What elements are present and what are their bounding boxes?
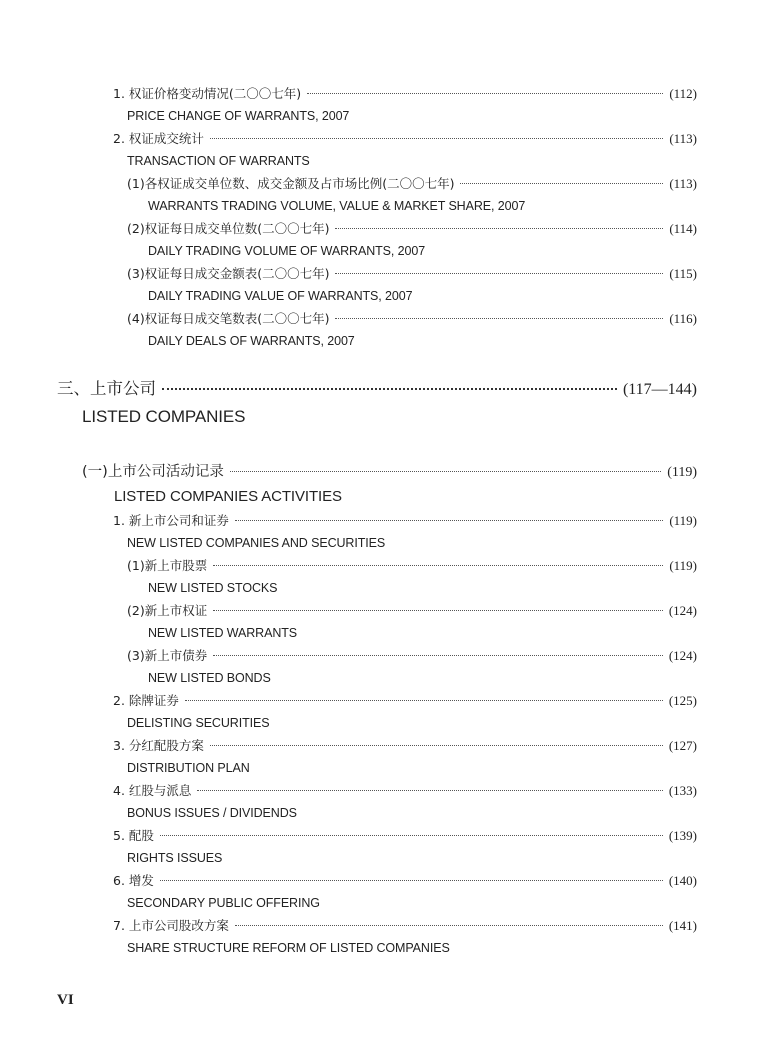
entry-title-cn: (1)各权证成交单位数、成交金额及占市场比例(二〇〇七年) [127, 176, 455, 191]
toc-entry[interactable] [127, 266, 697, 282]
dot-leader [213, 565, 663, 566]
entry-title-cn: (2)权证每日成交单位数(二〇〇七年) [127, 221, 330, 236]
entry-page: (139) [668, 828, 697, 843]
toc-entry[interactable] [127, 311, 697, 327]
entry-page: (115) [669, 266, 697, 281]
toc-entry[interactable] [127, 176, 697, 192]
dot-leader [235, 925, 663, 926]
entry-page: (113) [669, 131, 697, 146]
entry-title-cn: (4)权证每日成交笔数表(二〇〇七年) [127, 311, 330, 326]
entry-title-en: DAILY TRADING VOLUME OF WARRANTS, 2007 [148, 244, 426, 258]
entry-page: (141) [668, 918, 697, 933]
entry-title-cn: 7. 上市公司股改方案 [113, 918, 229, 933]
dot-leader [160, 880, 663, 881]
dot-leader [213, 655, 663, 656]
entry-title-en: LISTED COMPANIES ACTIVITIES [114, 488, 342, 505]
entry-title-en: RIGHTS ISSUES [127, 851, 223, 865]
entry-title-en: SHARE STRUCTURE REFORM OF LISTED COMPANIES [127, 941, 450, 955]
toc-entry[interactable] [127, 603, 697, 619]
dot-leader [335, 318, 663, 319]
toc-entry[interactable] [113, 131, 697, 147]
page-number: VI [57, 992, 74, 1008]
dot-leader [160, 835, 663, 836]
dot-leader [210, 745, 663, 746]
toc-entry[interactable] [113, 828, 697, 844]
dot-leader [307, 93, 663, 94]
toc-entry[interactable] [127, 648, 697, 664]
toc-entry[interactable] [113, 513, 697, 529]
entry-page: (124) [668, 603, 697, 618]
dot-leader [185, 700, 663, 701]
entry-page: (125) [668, 693, 697, 708]
entry-title-cn: 三、上市公司 [57, 379, 156, 398]
entry-page: (140) [668, 873, 697, 888]
dot-leader [460, 183, 663, 184]
entry-title-en: NEW LISTED STOCKS [148, 581, 278, 595]
entry-title-cn: 2. 权证成交统计 [113, 131, 204, 146]
entry-title-cn: 1. 权证价格变动情况(二〇〇七年) [113, 86, 302, 101]
entry-page: (113) [669, 176, 697, 191]
toc-entry[interactable] [82, 463, 697, 482]
entry-page: (133) [668, 783, 697, 798]
dot-leader [162, 388, 617, 390]
entry-page: (119) [669, 558, 697, 573]
entry-title-en: NEW LISTED BONDS [148, 671, 271, 685]
entry-title-en: BONUS ISSUES / DIVIDENDS [127, 806, 297, 820]
entry-title-en: WARRANTS TRADING VOLUME, VALUE & MARKET SHARE, 2007 [148, 199, 526, 213]
entry-title-en: DAILY DEALS OF WARRANTS, 2007 [148, 334, 355, 348]
entry-page: (116) [669, 311, 697, 326]
entry-title-en: NEW LISTED COMPANIES AND SECURITIES [127, 536, 386, 550]
entry-title-cn: 5. 配股 [113, 828, 154, 843]
toc-entry[interactable] [113, 86, 697, 102]
toc-entry[interactable] [113, 918, 697, 934]
entry-title-cn: (1)新上市股票 [127, 558, 208, 573]
entry-title-cn: 2. 除牌证券 [113, 693, 179, 708]
entry-title-en: SECONDARY PUBLIC OFFERING [127, 896, 320, 910]
entry-page: (124) [668, 648, 697, 663]
dot-leader [235, 520, 663, 521]
dot-leader [197, 790, 662, 791]
dot-leader [335, 228, 663, 229]
toc-entry[interactable] [127, 221, 697, 237]
entry-title-en: DELISTING SECURITIES [127, 716, 270, 730]
entry-title-cn: 4. 红股与派息 [113, 783, 192, 798]
entry-title-cn: (3)权证每日成交金额表(二〇〇七年) [127, 266, 330, 281]
entry-title-en: TRANSACTION OF WARRANTS [127, 154, 310, 168]
entry-title-en: DAILY TRADING VALUE OF WARRANTS, 2007 [148, 289, 413, 303]
toc-entry[interactable] [127, 558, 697, 574]
entry-title-cn: (一)上市公司活动记录 [82, 464, 224, 480]
entry-title-en: LISTED COMPANIES [82, 407, 246, 426]
toc-entry[interactable] [113, 738, 697, 754]
entry-page: (127) [668, 738, 697, 753]
dot-leader [230, 471, 661, 472]
entry-title-cn: 6. 增发 [113, 873, 154, 888]
toc-entry[interactable] [113, 693, 697, 709]
toc-entry[interactable] [57, 379, 697, 400]
entry-title-cn: 3. 分红配股方案 [113, 738, 204, 753]
entry-title-en: PRICE CHANGE OF WARRANTS, 2007 [127, 109, 350, 123]
toc-entry[interactable] [113, 783, 697, 799]
entry-page: (119) [667, 465, 697, 480]
entry-title-cn: (3)新上市债券 [127, 648, 208, 663]
entry-page: (119) [669, 513, 697, 528]
dot-leader [213, 610, 663, 611]
entry-page: (112) [669, 86, 697, 101]
dot-leader [210, 138, 663, 139]
entry-page: (114) [669, 221, 697, 236]
entry-page: (117—144) [622, 381, 697, 398]
entry-title-cn: 1. 新上市公司和证券 [113, 513, 229, 528]
dot-leader [335, 273, 663, 274]
entry-title-en: DISTRIBUTION PLAN [127, 761, 250, 775]
toc-entry[interactable] [113, 873, 697, 889]
entry-title-en: NEW LISTED WARRANTS [148, 626, 298, 640]
entry-title-cn: (2)新上市权证 [127, 603, 208, 618]
